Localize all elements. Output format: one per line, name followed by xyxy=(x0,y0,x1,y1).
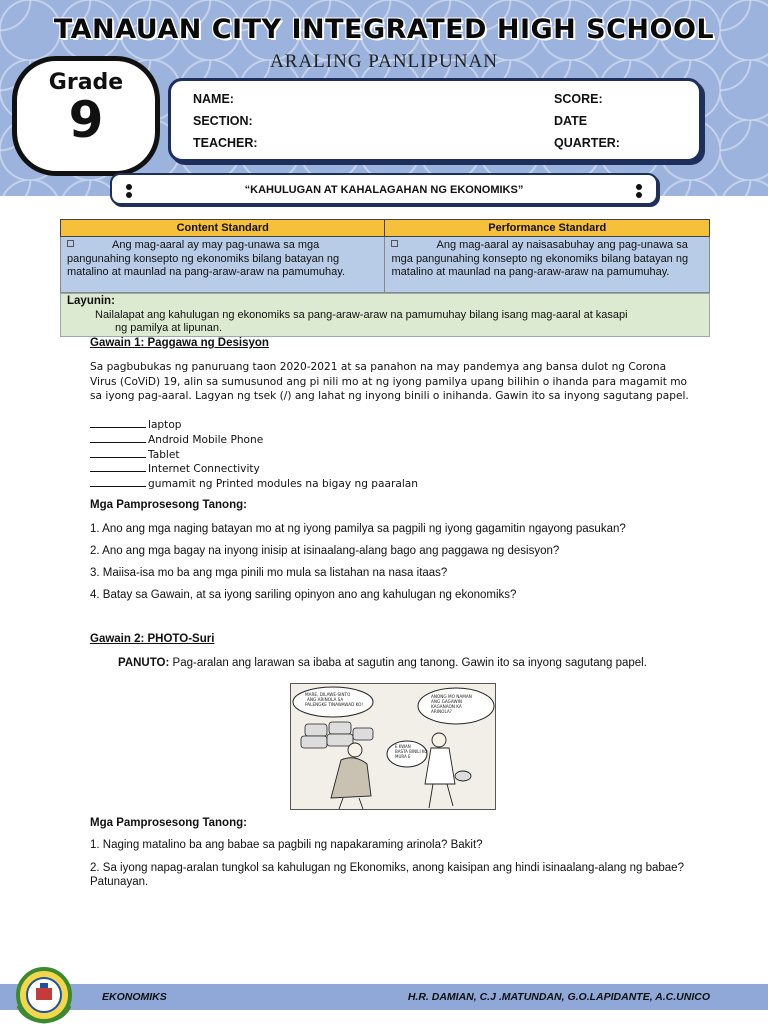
grade-word: Grade xyxy=(48,70,124,95)
standards-table xyxy=(60,219,710,293)
grade-number: 9 xyxy=(68,91,104,149)
woman-asking xyxy=(425,733,471,808)
layunin-text xyxy=(67,309,703,336)
grade-badge xyxy=(12,56,160,176)
gawain1-heading: Gawain 1: Paggawa ng Desisyon xyxy=(90,337,269,349)
list-item xyxy=(90,462,418,477)
performance-standard-header: Performance Standard xyxy=(385,220,710,237)
answer-blank xyxy=(90,462,146,472)
question-2-1: 1. Naging matalino ba ang babae sa pagbili ng napakaraming arinola? Bakit? xyxy=(90,839,483,851)
answer-blank xyxy=(90,477,146,487)
list-item xyxy=(90,418,418,433)
student-info-box xyxy=(168,78,702,162)
gawain1-paragraph: Sa pagbubukas ng panuruang taon 2020-2021 at sa panahon na may pandemya ang bansa dulot ng Corona Virus (CoViD) 19, alin sa sumusunod ang pi nili mo at ng iyong pamilya upang bilihin o ihanda para magamit mo sa iyong pag-aaral. Lagyan ng tsek (/) ang lahat ng inyong binili o inihanda. Gawin ito sa inyong sagutang papel. xyxy=(90,361,689,403)
answer-blank xyxy=(90,418,146,428)
questions2-heading: Mga Pamprosesong Tanong: xyxy=(90,817,247,829)
list-item-label: laptop xyxy=(148,419,182,431)
panuto-text: Pag-aralan ang larawan sa ibaba at sagutin ang tanong. Gawin ito sa inyong sagutang papel. xyxy=(169,657,647,669)
woman-with-pots xyxy=(331,743,371,809)
answer-blank xyxy=(90,448,146,458)
gawain2-heading: Gawain 2: PHOTO-Suri xyxy=(90,633,215,645)
speech-bubble-left-text: MARE, DILAWE-SINTO ANG ARINOLA SA PALENGKE TINAWAWAD KO! xyxy=(305,692,364,707)
cartoon-image xyxy=(290,683,496,810)
content-standard-cell xyxy=(61,237,385,293)
layunin-label: Layunin: xyxy=(67,295,115,307)
performance-standard-cell xyxy=(385,237,710,293)
question-2-2: 2. Sa iyong napag-aralan tungkol sa kahulugan ng Ekonomiks, anong kaisipan ang hindi isinaalang-alang ng babae? Patunayan. xyxy=(90,862,684,888)
section-label: SECTION: xyxy=(193,114,253,128)
checkbox-icon xyxy=(391,240,398,247)
layunin-line-2: ng pamilya at lipunan. xyxy=(115,322,223,334)
stacked-pots xyxy=(301,722,373,748)
speech-bubble-small-text: E KWAN BASTA BINILI KO MURA E xyxy=(395,744,428,759)
answer-blank xyxy=(90,433,146,443)
date-label: DATE xyxy=(554,114,588,128)
checklist xyxy=(90,418,418,492)
school-name: TANAUAN CITY INTEGRATED HIGH SCHOOL xyxy=(53,14,715,45)
lesson-title-box xyxy=(110,173,658,205)
layunin-line-1: Nailalapat ang kahulugan ng ekonomiks sa pang-araw-araw na pamumuhay bilang isang mag-aaral at kasapi xyxy=(95,308,628,321)
question-4: 4. Batay sa Gawain, at sa iyong sariling opinyon ano ang kahulugan ng ekonomiks? xyxy=(90,589,517,601)
dots-right-icon xyxy=(636,184,642,200)
content-standard-text: Ang mag-aaral ay may pag-unawa sa mga pangunahing konsepto ng ekonomiks bilang batayan ng matalino at maunlad na pang-araw-araw na pamumuhay. xyxy=(67,239,346,278)
checkbox-icon xyxy=(67,240,74,247)
list-item xyxy=(90,448,418,463)
score-label: SCORE: xyxy=(554,92,603,106)
list-item-label: Internet Connectivity xyxy=(148,463,260,476)
question-1: 1. Ano ang mga naging batayan mo at ng iyong pamilya sa pagpili ng iyong gagamitin ngayong pasukan? xyxy=(90,523,626,535)
lesson-title: “KAHULUGAN AT KAHALAGAHAN NG EKONOMIKS” xyxy=(244,184,524,196)
content-standard-header: Content Standard xyxy=(61,220,385,237)
questions1-heading: Mga Pamprosesong Tanong: xyxy=(90,499,247,511)
list-item-label: Tablet xyxy=(148,448,180,461)
teacher-label: TEACHER: xyxy=(193,136,258,150)
speech-bubble-right-text: ANONG MO NAMAN ANG GAGAWIN KAGANAON KA ARINOLA? xyxy=(431,694,472,714)
list-item-label: Android Mobile Phone xyxy=(148,433,264,446)
footer-subject: EKONOMIKS xyxy=(102,991,167,1003)
question-3: 3. Maiisa-isa mo ba ang mga pinili mo mula sa listahan na nasa itaas? xyxy=(90,567,448,579)
list-item-label: gumamit ng Printed modules na bigay ng paaralan xyxy=(148,478,419,491)
question-2: 2. Ano ang mga bagay na inyong inisip at isinaalang-alang bago ang paggawa ng desisyon? xyxy=(90,545,560,557)
panuto-label: PANUTO: xyxy=(118,657,170,669)
quarter-label: QUARTER: xyxy=(554,136,620,150)
list-item xyxy=(90,477,418,492)
subject-title: ARALING PANLIPUNAN xyxy=(270,51,498,72)
layunin-box xyxy=(60,293,710,337)
list-item xyxy=(90,433,418,448)
school-seal-icon xyxy=(14,966,74,1024)
footer-authors: H.R. DAMIAN, C.J .MATUNDAN, G.O.LAPIDANTE, A.C.UNICO xyxy=(407,991,710,1003)
cartoon-drawing xyxy=(291,684,497,811)
name-label: NAME: xyxy=(193,92,234,106)
panuto xyxy=(118,656,678,670)
footer-band xyxy=(0,984,768,1010)
performance-standard-text: Ang mag-aaral ay naisasabuhay ang pag-unawa sa mga pangunahing konsepto ng ekonomiks bilang batayan ng matalino at maunlad na pang-araw-araw na pamumuhay. xyxy=(391,239,689,278)
